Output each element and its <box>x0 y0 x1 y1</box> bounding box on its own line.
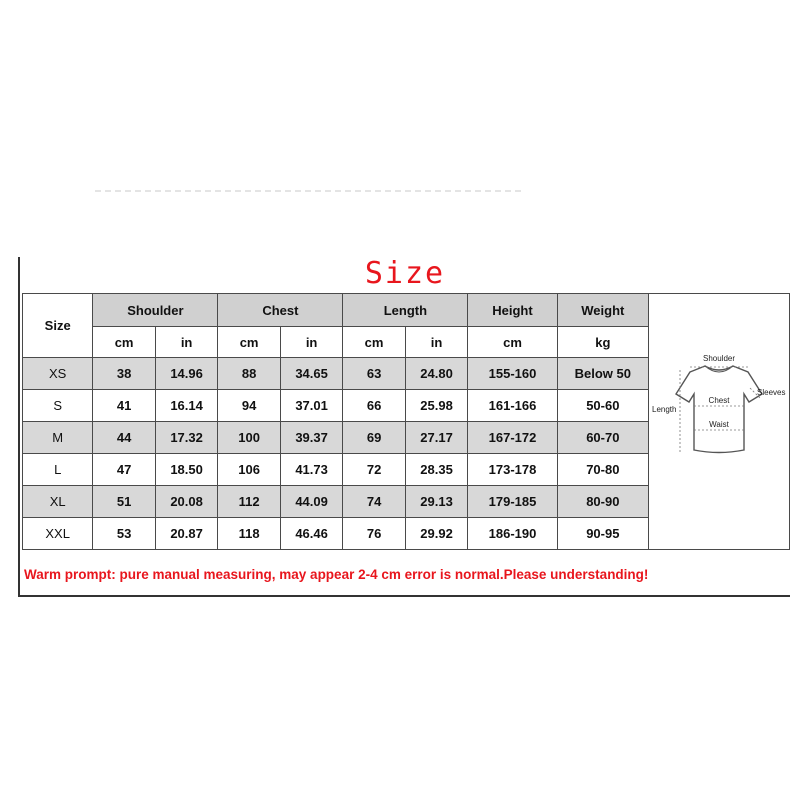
unit-cell: cm <box>93 327 155 358</box>
table-cell: 39.37 <box>280 422 343 454</box>
table-cell: 72 <box>343 454 405 486</box>
header-shoulder: Shoulder <box>93 294 218 327</box>
diagram-length-label: Length <box>651 404 677 414</box>
table-cell: 69 <box>343 422 405 454</box>
table-cell: 46.46 <box>280 518 343 550</box>
table-cell: 20.08 <box>155 486 218 518</box>
table-cell: 100 <box>218 422 280 454</box>
warm-prompt: Warm prompt: pure manual measuring, may appear 2-4 cm error is normal.Please understanding! <box>24 567 649 582</box>
table-cell: 70-80 <box>557 454 648 486</box>
table-cell: 90-95 <box>557 518 648 550</box>
table-cell: 167-172 <box>468 422 557 454</box>
table-cell: 37.01 <box>280 390 343 422</box>
table-cell: 47 <box>93 454 155 486</box>
table-cell: 173-178 <box>468 454 557 486</box>
unit-cell: cm <box>218 327 280 358</box>
size-label: XL <box>23 486 93 518</box>
table-cell: 186-190 <box>468 518 557 550</box>
unit-cell: in <box>405 327 468 358</box>
tshirt-icon <box>650 342 788 502</box>
unit-cell: cm <box>468 327 557 358</box>
unit-cell: in <box>155 327 218 358</box>
header-row <box>23 294 790 327</box>
table-cell: 155-160 <box>468 358 557 390</box>
size-table <box>22 293 790 550</box>
diagram-waist-label: Waist <box>709 419 729 429</box>
table-cell: 41.73 <box>280 454 343 486</box>
table-cell: 66 <box>343 390 405 422</box>
diagram-chest-label: Chest <box>708 395 730 405</box>
table-cell: 44 <box>93 422 155 454</box>
garment-diagram-cell <box>648 294 789 550</box>
diagram-sleeves-label: Sleeves <box>756 387 786 397</box>
size-chart <box>18 257 790 597</box>
header-weight: Weight <box>557 294 648 327</box>
table-cell: 50-60 <box>557 390 648 422</box>
table-cell: 74 <box>343 486 405 518</box>
table-cell: 27.17 <box>405 422 468 454</box>
header-height: Height <box>468 294 557 327</box>
size-label: S <box>23 390 93 422</box>
header-chest: Chest <box>218 294 343 327</box>
table-cell: 118 <box>218 518 280 550</box>
table-cell: 20.87 <box>155 518 218 550</box>
table-cell: 112 <box>218 486 280 518</box>
size-label: L <box>23 454 93 486</box>
table-cell: 29.13 <box>405 486 468 518</box>
table-cell: 80-90 <box>557 486 648 518</box>
size-label: XXL <box>23 518 93 550</box>
table-cell: 17.32 <box>155 422 218 454</box>
table-cell: 34.65 <box>280 358 343 390</box>
table-cell: 18.50 <box>155 454 218 486</box>
table-cell: 28.35 <box>405 454 468 486</box>
header-size: Size <box>23 294 93 358</box>
table-cell: 25.98 <box>405 390 468 422</box>
table-cell: 29.92 <box>405 518 468 550</box>
table-cell: 106 <box>218 454 280 486</box>
table-cell: 60-70 <box>557 422 648 454</box>
table-cell: 14.96 <box>155 358 218 390</box>
table-cell: 16.14 <box>155 390 218 422</box>
table-cell: 41 <box>93 390 155 422</box>
table-cell: 94 <box>218 390 280 422</box>
table-cell: 161-166 <box>468 390 557 422</box>
table-cell: 53 <box>93 518 155 550</box>
table-cell: 24.80 <box>405 358 468 390</box>
unit-cell: kg <box>557 327 648 358</box>
table-cell: 44.09 <box>280 486 343 518</box>
table-cell: 76 <box>343 518 405 550</box>
faint-divider <box>95 190 525 192</box>
unit-cell: cm <box>343 327 405 358</box>
table-cell: Below 50 <box>557 358 648 390</box>
unit-cell: in <box>280 327 343 358</box>
table-cell: 51 <box>93 486 155 518</box>
header-length: Length <box>343 294 468 327</box>
size-label: XS <box>23 358 93 390</box>
diagram-shoulder-label: Shoulder <box>702 353 735 363</box>
table-cell: 63 <box>343 358 405 390</box>
chart-title: Size <box>364 256 446 291</box>
garment-diagram <box>650 342 788 502</box>
table-cell: 179-185 <box>468 486 557 518</box>
table-cell: 88 <box>218 358 280 390</box>
table-cell: 38 <box>93 358 155 390</box>
size-label: M <box>23 422 93 454</box>
